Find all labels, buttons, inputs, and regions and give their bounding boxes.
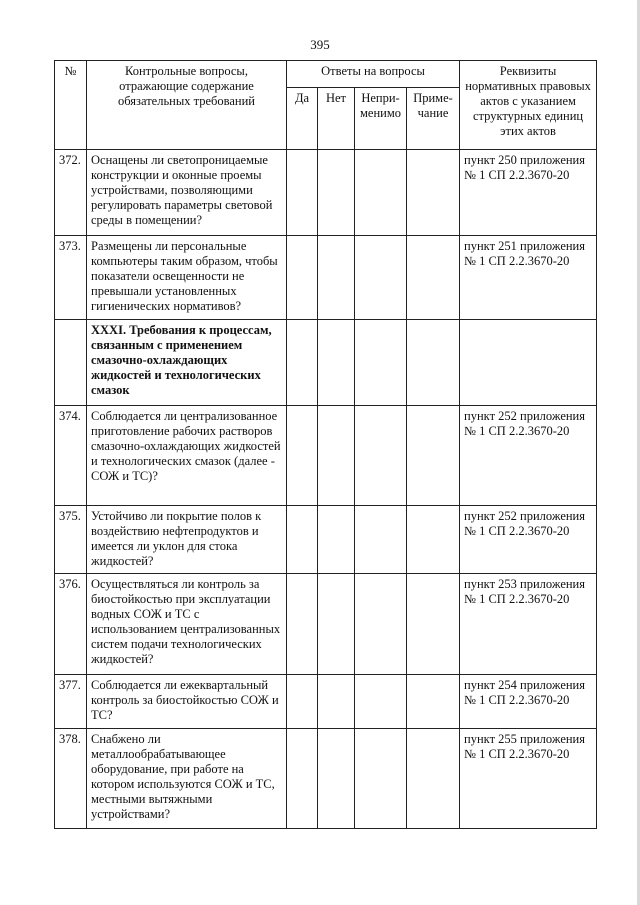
answer-note-cell[interactable]	[407, 675, 460, 729]
row-question: Осуществляться ли контроль за биостойкостью при эксплуатации водных СОЖ и ТС с использованием централизованных систем подачи технологических жидкостей?	[87, 574, 287, 675]
answer-note-cell[interactable]	[407, 506, 460, 574]
table-row	[55, 574, 597, 675]
row-reference: пункт 250 приложения № 1 СП 2.2.3670-20	[460, 150, 597, 236]
table-row	[55, 150, 597, 236]
row-reference	[460, 320, 597, 406]
table-row	[55, 406, 597, 506]
answer-no-cell[interactable]	[318, 506, 355, 574]
row-number: 377.	[55, 675, 87, 729]
table-row	[55, 506, 597, 574]
answer-no-cell	[318, 320, 355, 406]
row-question: Соблюдается ли централизованное приготовление рабочих растворов смазочно-охлаждающих жидкостей и технологических смазок (далее - СОЖ и ТС)?	[87, 406, 287, 506]
answer-yes-cell[interactable]	[287, 406, 318, 506]
row-question: Соблюдается ли ежеквартальный контроль за биостойкостью СОЖ и ТС?	[87, 675, 287, 729]
column-header-requisites: Реквизиты нормативных правовых актов с указанием структурных единиц этих актов	[460, 61, 597, 150]
column-header-no: Нет	[318, 88, 355, 150]
answer-no-cell[interactable]	[318, 406, 355, 506]
column-header-answers: Ответы на вопросы	[287, 61, 460, 88]
answer-note-cell[interactable]	[407, 150, 460, 236]
answer-no-cell[interactable]	[318, 236, 355, 320]
row-reference: пункт 252 приложения № 1 СП 2.2.3670-20	[460, 406, 597, 506]
row-number: 373.	[55, 236, 87, 320]
answer-yes-cell[interactable]	[287, 675, 318, 729]
row-question: Устойчиво ли покрытие полов к воздействию нефтепродуктов и имеется ли уклон для стока жидкостей?	[87, 506, 287, 574]
answer-note-cell[interactable]	[407, 236, 460, 320]
answer-no-cell[interactable]	[318, 574, 355, 675]
section-heading: XXXI. Требования к процессам, связанным с применением смазочно-охлаждающих жидкостей и технологических смазок	[87, 320, 287, 406]
answer-note-cell	[407, 320, 460, 406]
answer-yes-cell[interactable]	[287, 150, 318, 236]
answer-yes-cell[interactable]	[287, 506, 318, 574]
row-reference: пункт 251 приложения № 1 СП 2.2.3670-20	[460, 236, 597, 320]
row-number: 372.	[55, 150, 87, 236]
column-header-note: Приме- чание	[407, 88, 460, 150]
answer-not-applicable-cell[interactable]	[355, 574, 407, 675]
answer-yes-cell[interactable]	[287, 729, 318, 829]
answer-not-applicable-cell[interactable]	[355, 506, 407, 574]
answer-not-applicable-cell[interactable]	[355, 675, 407, 729]
checklist-table	[54, 60, 597, 829]
row-question: Оснащены ли светопроницаемые конструкции и оконные проемы устройствами, позволяющими регулировать параметры световой среды в помещении?	[87, 150, 287, 236]
column-header-questions: Контрольные вопросы, отражающие содержание обязательных требований	[87, 61, 287, 150]
answer-no-cell[interactable]	[318, 729, 355, 829]
column-header-yes: Да	[287, 88, 318, 150]
table-row	[55, 729, 597, 829]
row-reference: пункт 252 приложения № 1 СП 2.2.3670-20	[460, 506, 597, 574]
answer-yes-cell[interactable]	[287, 574, 318, 675]
row-reference: пункт 253 приложения № 1 СП 2.2.3670-20	[460, 574, 597, 675]
answer-not-applicable-cell	[355, 320, 407, 406]
answer-not-applicable-cell[interactable]	[355, 729, 407, 829]
table-row	[55, 675, 597, 729]
answer-not-applicable-cell[interactable]	[355, 406, 407, 506]
answer-yes-cell[interactable]	[287, 236, 318, 320]
table-row	[55, 236, 597, 320]
row-question: Размещены ли персональные компьютеры таким образом, чтобы показатели освещенности не превышали установленных гигиенических нормативов?	[87, 236, 287, 320]
answer-note-cell[interactable]	[407, 406, 460, 506]
column-header-not-applicable: Непри- менимо	[355, 88, 407, 150]
column-header-number: №	[55, 61, 87, 150]
answer-no-cell[interactable]	[318, 150, 355, 236]
answer-no-cell[interactable]	[318, 675, 355, 729]
row-number	[55, 320, 87, 406]
row-number: 375.	[55, 506, 87, 574]
answer-note-cell[interactable]	[407, 574, 460, 675]
row-reference: пункт 254 приложения № 1 СП 2.2.3670-20	[460, 675, 597, 729]
answer-not-applicable-cell[interactable]	[355, 236, 407, 320]
answer-yes-cell	[287, 320, 318, 406]
answer-note-cell[interactable]	[407, 729, 460, 829]
row-number: 376.	[55, 574, 87, 675]
answer-not-applicable-cell[interactable]	[355, 150, 407, 236]
row-reference: пункт 255 приложения № 1 СП 2.2.3670-20	[460, 729, 597, 829]
section-heading-row	[55, 320, 597, 406]
row-number: 374.	[55, 406, 87, 506]
page-number: 395	[310, 37, 330, 52]
row-number: 378.	[55, 729, 87, 829]
row-question: Снабжено ли металлообрабатывающее оборудование, при работе на котором используются СОЖ и ТС, местными вытяжными устройствами?	[87, 729, 287, 829]
